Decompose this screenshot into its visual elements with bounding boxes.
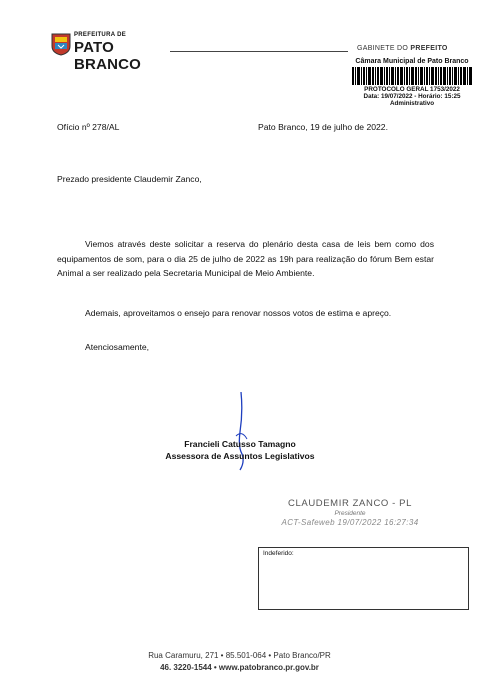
president-name: CLAUDEMIR ZANCO - PL [288,498,412,509]
place-date: Pato Branco, 19 de julho de 2022. [258,122,388,132]
logo-small-text: PREFEITURA DE [74,32,127,38]
footer-address: Rua Caramuru, 271 • 85.501-064 • Pato Branco/PR [148,651,331,660]
closing: Atenciosamente, [85,342,150,352]
decision-label: Indeferido: [263,550,294,557]
signatory-role: Assessora de Assuntos Legislativos [165,451,315,461]
decision-box [258,547,469,610]
stamp-protocolo: PROTOCOLO GERAL 1753/2022 [364,86,460,93]
gabinete-bold: PREFEITO [410,45,448,52]
president-signature [250,498,450,527]
gabinete-prefix: GABINETE DO [357,45,411,52]
barcode-icon [352,67,472,85]
header-divider [170,51,348,52]
stamp-data: Data: 19/07/2022 - Horário: 15:25 [363,93,461,100]
prefeitura-logo [50,30,170,73]
city-emblem-icon [50,32,72,56]
paragraph-request: Viemos através deste solicitar a reserva do plenário desta casa de leis bem como dos equipamentos de som, para o dia 25 de julho de 2022 as 19h para realização do fórum Bem estar Animal a ser realizado pela Secretaria Municipal de Meio Ambiente. [57,239,434,279]
stamp-camara: Câmara Municipal de Pato Branco [355,58,469,65]
logo-big-text: PATO BRANCO [74,39,142,73]
signatory [150,438,330,462]
footer [0,650,479,674]
paragraph-regards: Ademais, aproveitamos o ensejo para renovar nossos votos de estima e apreço. [85,308,392,318]
stamp-tipo: Administrativo [389,100,435,107]
greeting: Prezado presidente Claudemir Zanco, [57,174,202,184]
digital-signature-stamp: ACT-Safeweb 19/07/2022 16:27:34 [281,518,419,527]
president-role: Presidente [334,510,366,517]
gabinete-label [357,45,448,52]
oficio-number: Ofício nº 278/AL [57,122,120,132]
footer-contact: 46. 3220-1544 • www.patobranco.pr.gov.br [160,663,319,672]
signatory-name: Francieli Catusso Tamagno [184,439,296,449]
protocol-stamp [347,58,477,107]
